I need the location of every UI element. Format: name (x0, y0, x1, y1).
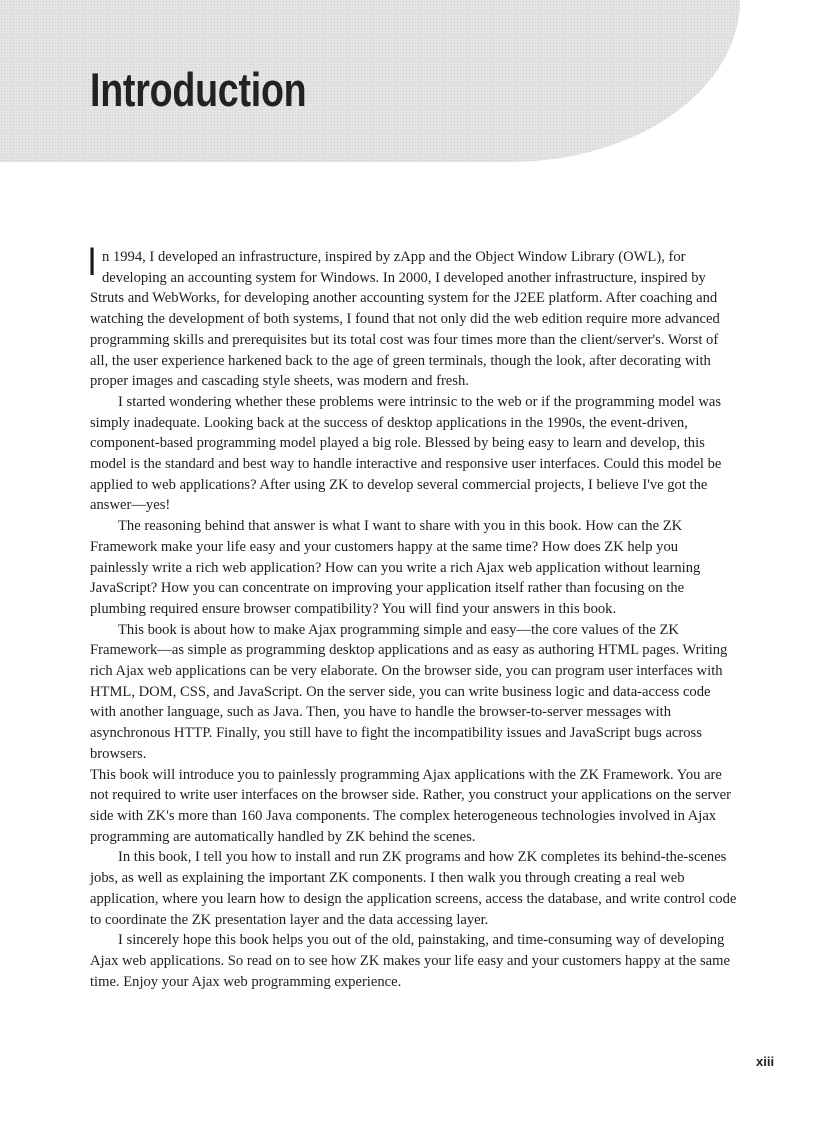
paragraph-5: This book will introduce you to painlessly programming Ajax applications with the ZK Framework. You are not required to write user interfaces on the browser side. Rather, you construct your applications on the server side with ZK's more than 160 Java components. The complex heterogeneous technologies involved in Ajax programming are automatically handled by ZK behind the scenes. (90, 766, 731, 845)
drop-cap: I (89, 240, 96, 284)
paragraph-2: I started wondering whether these problems were intrinsic to the web or if the programming model was simply inadequate. Looking back at the success of desktop applications in the 1990s, the event-driven, component-based programming model played a big role. Blessed by being easy to learn and develop, this model is the standard and best way to handle interactive and responsive user interfaces. Could this model be applied to web applications? After using ZK to develop several commercial projects, I believe I've got the answer—yes! (90, 393, 722, 514)
body-text (89, 240, 740, 992)
paragraph-4: This book is about how to make Ajax programming simple and easy—the core values of the ZK Framework—as simple as programming desktop applications and as easy as authoring HTML pages. Writing rich Ajax web applications can be very elaborate. On the browser side, you can program user interfaces with HTML, DOM, CSS, and JavaScript. On the server side, you can write business logic and data-access code with another language, such as Java. Then, you have to handle the browser-to-server messages with asynchronous HTTP. Finally, you still have to fight the incompatibility issues and JavaScript bugs across browsers. (90, 621, 728, 762)
paragraph-3: The reasoning behind that answer is what I want to share with you in this book. How can the ZK Framework make your life easy and your customers happy at the same time? How does ZK help you painlessly write a rich web application? How can you write a rich Ajax web application without learning JavaScript? How you can concentrate on improving your application itself rather than focusing on the plumbing required ensure browser compatibility? You will find your answers in this book. (90, 518, 701, 617)
paragraph-1-text: n 1994, I developed an infrastructure, inspired by zApp and the Object Window Library (OWL), for developing an accounting system for Windows. In 2000, I developed another infrastructure, inspired by Struts and WebWorks, for developing another accounting system for the J2EE platform. After coaching and watching the development of both systems, I found that not only did the web edition require more advanced programming skills and prerequisites but its total cost was four times more than the client/server's. Worst of all, the user experience harkened back to the age of green terminals, though the look, after decorating with proper images and cascading style sheets, was modern and fresh. (90, 249, 720, 390)
paragraph-7: I sincerely hope this book helps you out of the old, painstaking, and time-consuming way of developing Ajax web applications. So read on to see how ZK makes your life easy and your customers happy at the same time. Enjoy your Ajax web programming experience. (90, 932, 730, 990)
chapter-title: Introduction (90, 63, 307, 116)
paragraph-6: In this book, I tell you how to install and run ZK programs and how ZK completes its behind-the-scenes jobs, as well as explaining the important ZK components. I then walk you through creating a real web application, where you learn how to design the application screens, access the database, and write control code to coordinate the ZK presentation layer and the data accessing layer. (90, 849, 737, 928)
paragraph-1 (89, 240, 740, 392)
page-number: xiii (756, 1054, 775, 1069)
